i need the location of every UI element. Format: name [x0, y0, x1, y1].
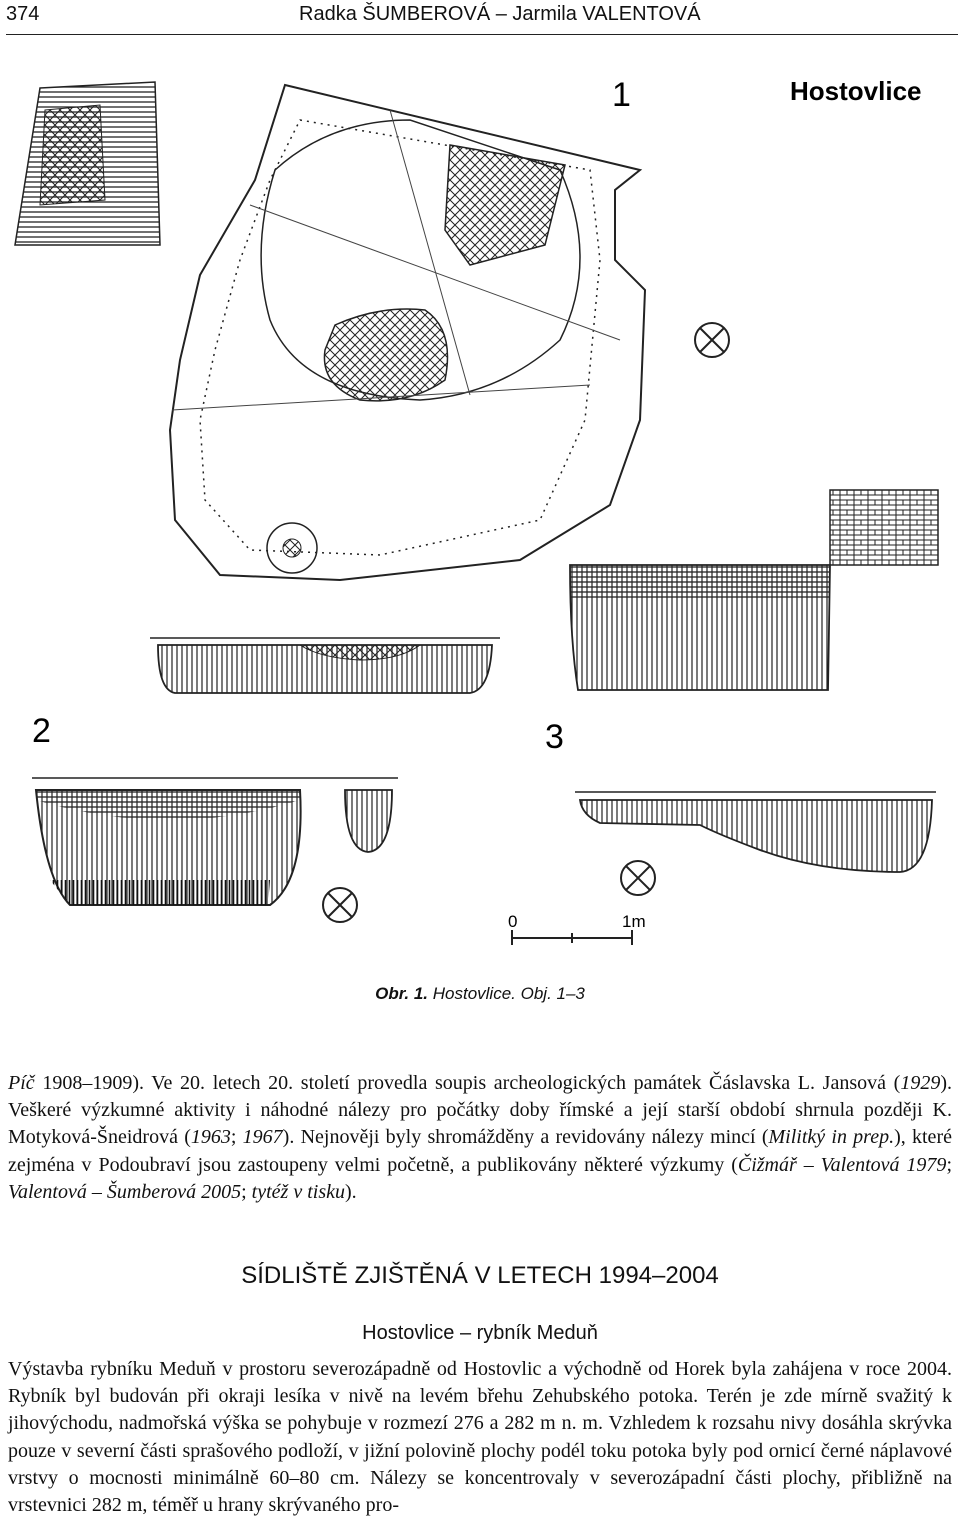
panel-number-3 — [545, 718, 564, 756]
scale-end-label: 1m — [622, 912, 646, 931]
section-object-3 — [575, 792, 936, 872]
plan-object-1 — [170, 85, 645, 580]
page-header — [6, 0, 958, 35]
svg-text:2: 2 — [32, 712, 51, 750]
section-profile-top-left — [15, 82, 160, 245]
subsection-heading: Hostovlice – rybník Meduň — [362, 1322, 598, 1344]
figure-hostovlice-plans — [0, 60, 960, 960]
paragraph-history: Píč 1908–1909). Ve 20. letech 20. století provedla soupis archeologických památek Čáslavska L. Jansová (1929). Veškeré výzkumné aktivity i náhodné nálezy pro počátky doby římské a její starší období shrnula později K. Motyková-Šneidrová (1963; 1967). Nejnověji byly shromážděny a revidovány nálezy mincí (Militký in prep.), které zejména v Podoubraví jsou zastoupeny velmi početně, a publikovány některé výzkumy (Čižmář – Valentová 1979; Valentová – Šumberová 2005; tytéž v tisku). — [8, 1072, 952, 1203]
panel-number-2 — [32, 712, 51, 750]
panel-number-1 — [612, 76, 631, 114]
svg-text:3: 3 — [545, 718, 564, 756]
svg-text:Hostovlice: Hostovlice — [790, 76, 922, 106]
scale-bar — [508, 912, 646, 945]
north-arrow-icon — [695, 323, 729, 357]
section-object-2 — [32, 778, 398, 905]
running-head-authors: Radka ŠUMBEROVÁ – Jarmila VALENTOVÁ — [299, 3, 701, 25]
figure-caption-text: Hostovlice. Obj. 1–3 — [432, 984, 585, 1003]
page-number: 374 — [6, 3, 40, 25]
section-heading: SÍDLIŠTĚ ZJIŠTĚNÁ V LETECH 1994–2004 — [241, 1262, 719, 1289]
paragraph-meduň: Výstavba rybníku Meduň v prostoru severozápadně od Hostovlic a východně od Horek byla zahájena v roce 2004. Rybník byl budován při okraji lesíka v nivě na levém břehu Zehubského potoka. Terén je zde mírně svažitý k jihovýchodu, nadmořská výška se pohybuje v rozmezí 276 a 282 m n. m. Vzhledem k rozsahu nivy dosáhla skrývka pouze v severní části sprašového podloží, v jižní polovině plochy podél toku potoka byly pod ornicí černé náplavové vrstvy o mocnosti minimálně 60–80 cm. Nálezy se koncentrovaly v severozápadní části plochy, přibližně na vrstevnici 282 m, téměř u hrany skrývaného pro- — [8, 1358, 952, 1517]
north-arrow-icon — [621, 861, 655, 895]
figure-caption — [0, 984, 960, 1004]
section-object-1-right — [570, 490, 938, 690]
site-label — [790, 76, 922, 106]
svg-text:1: 1 — [612, 76, 631, 114]
scale-start-label: 0 — [508, 912, 518, 931]
figure-caption-label: Obr. 1. — [375, 984, 429, 1003]
section-object-1-bottom — [150, 638, 500, 693]
north-arrow-icon — [323, 888, 357, 922]
